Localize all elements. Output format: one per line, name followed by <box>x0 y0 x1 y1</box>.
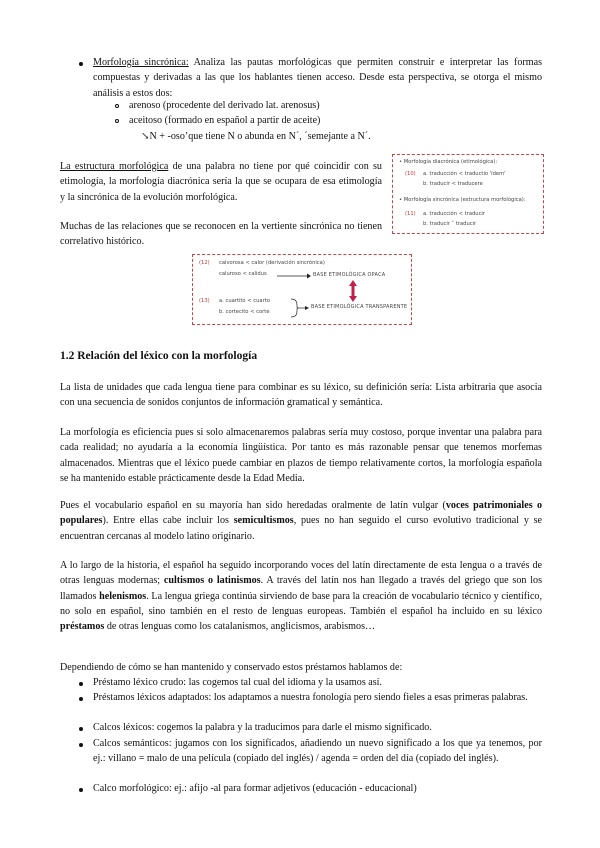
morfologia-sincronica-item <box>93 55 542 101</box>
bullet-dot <box>79 743 83 747</box>
p4-e: de otras lenguas como los catalanismos, anglicismos, arabismos… <box>104 621 376 633</box>
box1-d: b. traducir ˂ traducir <box>423 221 477 227</box>
box1-num: (10) <box>405 171 416 177</box>
bullet-dot <box>79 697 83 701</box>
box1-line4: • Morfología sincrónica (estructura morfológica): <box>399 197 526 203</box>
box2-base2: BASE ETIMOLÓGICA TRANSPARENTE <box>311 304 408 310</box>
sub-bullet-circle <box>115 119 119 123</box>
sub-bullet-circle <box>115 104 119 108</box>
double-arrow-icon <box>349 280 357 302</box>
box1-b: b. traducir < traducere <box>423 181 483 187</box>
arrow-definition-line: ↘N + -oso’que tiene N o abunda en N´, ´semejante a N´. <box>141 131 371 142</box>
list-item: Préstamo léxico crudo: las cogemos tal cual del idioma y la usamos así. <box>93 677 383 688</box>
p3-a: Pues el vocabulario español en su mayoría han sido heredadas oralmente de latín vulgar ( <box>60 500 446 511</box>
box2-l3: a. cuartito < cuarto <box>219 298 270 304</box>
section-heading: 1.2 Relación del léxico con la morfología <box>60 350 258 362</box>
para-estructura <box>60 159 382 205</box>
para-vocabulario <box>60 498 542 544</box>
p4-d: . La lengua griega continúa sirviendo de base para la creación de vocabulario técnico y científico, no solo en español, sino también en el resto de lenguas europeas. También el español ha incluido en su léxico <box>60 590 542 617</box>
term-cultismos: cultismos o latinismos <box>163 575 261 587</box>
list-item: Préstamos léxicos adaptados: los adaptamos a nuestra fonología pero siendo fieles a esas primeras palabras. <box>93 692 528 703</box>
term-estructura: La estructura morfológica <box>60 161 169 172</box>
bullet-dot <box>79 727 83 731</box>
term-voces-patrimoniales: voces patrimoniales o populares <box>60 500 543 527</box>
para-prestamos-intro: Dependiendo de cómo se han mantenido y conservado estos préstamos hablamos de: <box>60 662 403 673</box>
sub-item-arenoso: arenoso (procedente del derivado lat. arenosus) <box>129 100 320 111</box>
p3-d: , pues no han seguido el curso evolutivo tradicional y se encuentran cercanas al modelo latino originario. <box>60 515 543 542</box>
box2-base1: BASE ETIMOLÓGICA OPACA <box>313 272 386 278</box>
box2-num1: (12) <box>199 260 210 266</box>
p3-c: ). Entre ellas cabe incluir los <box>102 515 234 527</box>
term-helenismos: helenismos <box>99 590 147 602</box>
morfologia-sincronica-text: Analiza las pautas morfológicas que permiten construir e interpretar las formas compuestas y derivadas a las que los hablantes tienen acceso. Desde esta perspectiva, se otorga el mismo análisis a estos dos: <box>93 57 543 99</box>
brace-arrow-icon <box>289 297 309 319</box>
box2-l1: calvorosa < calor (derivación sincrónica) <box>219 260 325 266</box>
para-relaciones: Muchas de las relaciones que se reconocen en la vertiente sincrónica no tienen correlativo histórico. <box>60 221 382 248</box>
box2-num2: (13) <box>199 298 210 304</box>
bullet-dot <box>79 682 83 686</box>
etymology-example-box <box>392 154 544 234</box>
para-estructura-text: de una palabra no tiene por qué coincidir con su etimología, la morfología diacrónica sería la que se ocupara de esa etimología y la sincrónica de la evolución morfológica. <box>60 161 382 203</box>
para-morfologia-eficiencia: La morfología es eficiencia pues si solo almacenaremos palabras sería muy costoso, porque inventar una palabra para cada realidad; no ayudaría a la economía lingüística. Por tanto es más razonable pensar que tenemos morfemas almacenados. Mientras que el léxico puede cambiar en plazos de tiempo relativamente cortos, la morfología española se ha mantenido estable prácticamente desde la Edad Media. <box>60 427 542 484</box>
p4-a: A lo largo de la historia, el español ha seguido incorporando voces del latín directamente de esta lengua o a través de otras lenguas modernas; <box>60 560 542 587</box>
box1-line1: • Morfología diacrónica (etimológica): <box>399 159 498 165</box>
box1-num2: (11) <box>405 211 416 217</box>
term-semicultismos: semicultismos <box>233 515 294 527</box>
list-item: Calcos léxicos: cogemos la palabra y la traducimos para darle el mismo significado. <box>93 722 432 733</box>
base-etimologica-box <box>192 254 412 325</box>
box2-l2: caluroso < calidus <box>219 271 267 277</box>
bullet-dot <box>79 62 83 66</box>
para-historia <box>60 558 542 634</box>
box1-a: a. traducción < traductio 'ídem' <box>423 171 506 177</box>
term-morfologia-sincronica: Morfología sincrónica: <box>93 57 189 68</box>
para-lexico: La lista de unidades que cada lengua tiene para combinar es su léxico, su definición sería: Lista arbitraria que asocia con una secuencia de sonidos conjuntos de información gramatical y semántica. <box>60 382 542 409</box>
sub-item-aceitoso: aceitoso (formado en español a partir de aceite) <box>129 115 321 126</box>
p4-c: . A través del latín nos han llegado a través del griego que son los llamados <box>60 575 542 602</box>
list-item: Calco morfológico: ej.: afijo -al para formar adjetivos (educación - educacional) <box>93 783 417 794</box>
list-item: Calcos semánticos: jugamos con los significados, añadiendo un nuevo significado a los que ya tenemos, por ej.: villano = malo de una película (copiado del inglés) / agenda = orden del día (copiado del inglés). <box>93 738 542 765</box>
bullet-dot <box>79 788 83 792</box>
arrow-right-icon <box>277 272 311 280</box>
term-prestamos: préstamos <box>60 621 105 633</box>
box2-l4: b. cortecito < corte <box>219 309 270 315</box>
box1-c: a. traducción < traducir <box>423 211 486 217</box>
